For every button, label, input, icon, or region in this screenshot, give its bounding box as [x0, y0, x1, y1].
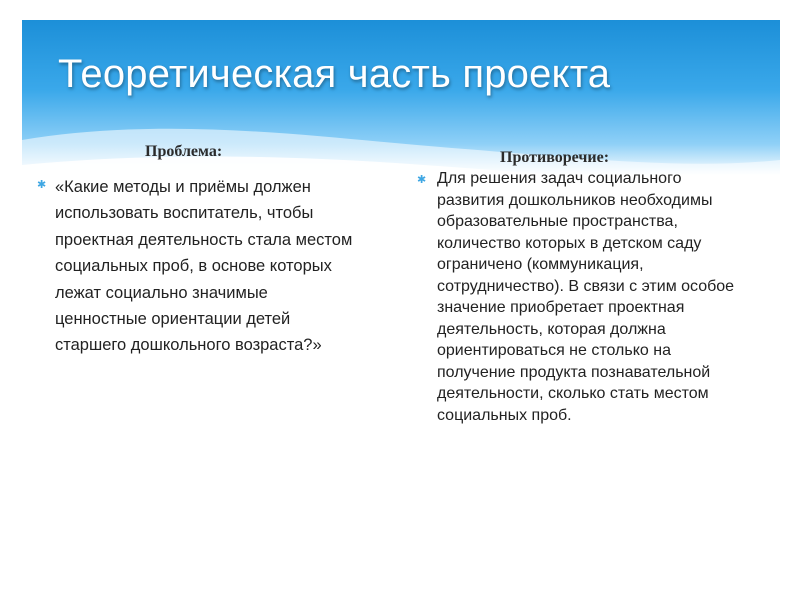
bullet-icon: ✱: [37, 178, 47, 191]
bullet-icon: ✱: [417, 173, 427, 186]
problem-text: «Какие методы и приёмы должен использовать воспитатель, чтобы проектная деятельность стала местом социальных проб, в основе которых лежат социально значимые ценностные ориентации детей старшего дошкольного возраста?»: [55, 178, 353, 355]
problem-heading: Проблема:: [145, 143, 223, 160]
contradiction-heading: Противоречие:: [500, 149, 610, 166]
contradiction-text: Для решения задач социального развития дошкольников необходимы образовательные пространства, количество которых в детском саду ограничено (коммуникация, сотрудничество). В связи с этим особое значение приобретает проектная деятельность, которая должна ориентироваться не столько на получение продукта познавательной деятельности, сколько стать местом социальных проб.: [437, 170, 735, 424]
slide-title: Теоретическая часть проекта: [58, 52, 611, 96]
